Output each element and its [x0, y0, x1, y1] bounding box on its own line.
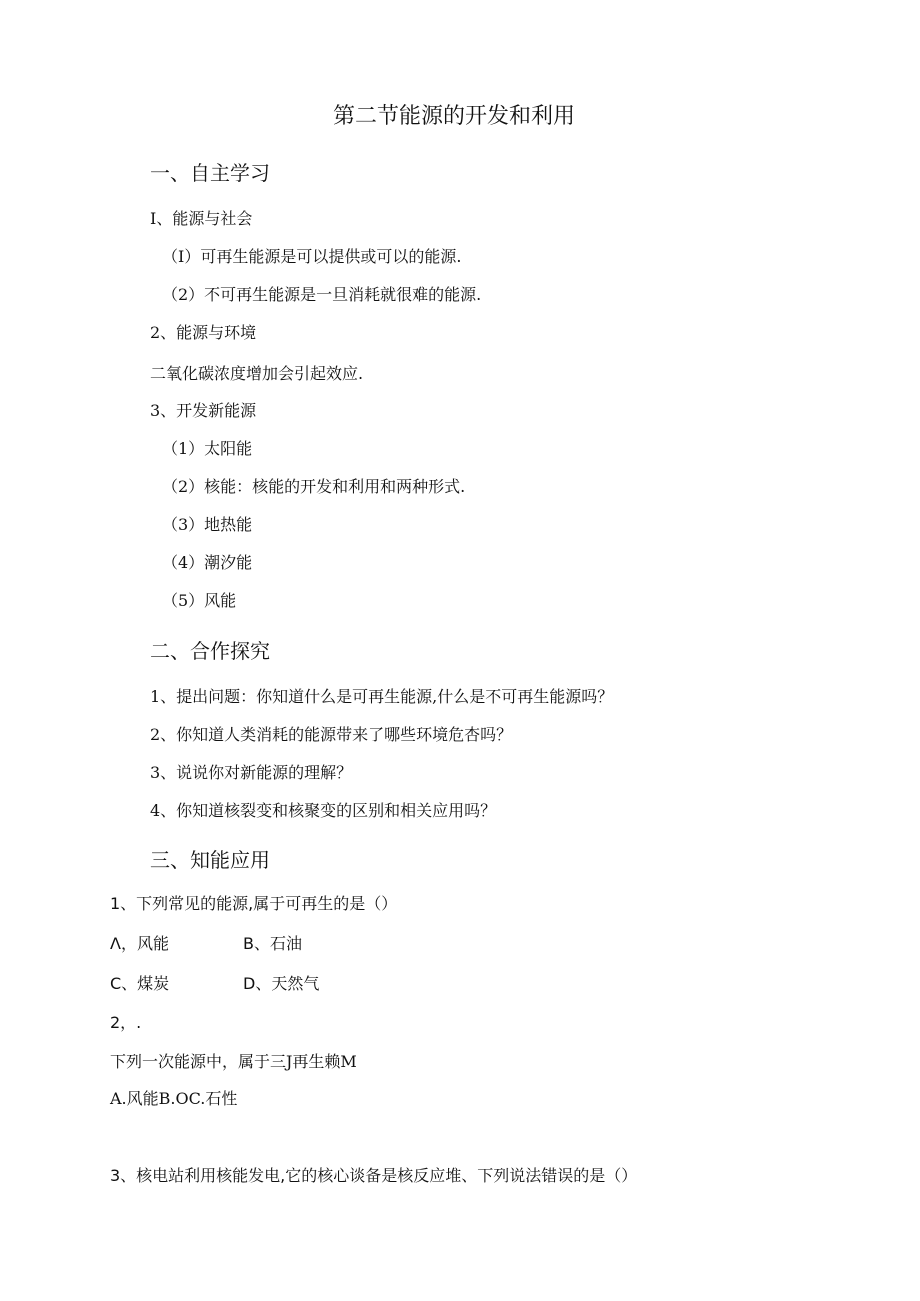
question-1-option-a: Λ，风能 — [110, 934, 169, 953]
section1-item: 2、能源与环境 — [150, 323, 257, 342]
question-2-number: 2，. — [110, 1013, 142, 1032]
section1-item: （4）潮汐能 — [162, 553, 253, 572]
question-1-option-b: B、石油 — [243, 934, 302, 953]
section2-question: 4、你知道核裂变和核聚变的区别和相关应用吗？ — [150, 801, 497, 820]
question-3-stem: 3、核电站利用核能发电,它的核心谈备是核反应堆、下列说法错误的是（） — [110, 1166, 638, 1185]
section1-item: （3）地热能 — [162, 515, 253, 534]
section1-item: 二氧化碳浓度增加会引起效应. — [150, 364, 364, 383]
section-heading-cooperative-inquiry: 二、合作探究 — [150, 639, 270, 663]
section1-item: 3、开发新能源 — [150, 401, 257, 420]
question-1-option-c: C、煤炭 — [110, 974, 170, 993]
section2-question: 3、说说你对新能源的理解？ — [150, 763, 353, 782]
section1-item: （I）可再生能源是可以提供或可以的能源. — [162, 247, 462, 266]
question-2-stem: 下列一次能源中，属于三J再生赖M — [110, 1052, 357, 1071]
section1-item: （2）核能：核能的开发和利用和两种形式. — [162, 477, 466, 496]
section-heading-self-study: 一、自主学习 — [150, 161, 270, 185]
page-title: 第二节能源的开发和利用 — [333, 104, 576, 129]
section1-item: I、能源与社会 — [150, 209, 253, 228]
section1-item: （5）风能 — [162, 591, 237, 610]
question-2-options: A.风能B.OC.石性 — [110, 1089, 238, 1108]
section1-item: （1）太阳能 — [162, 439, 253, 458]
question-1-stem: 1、下列常见的能源,属于可再生的是（） — [110, 894, 398, 913]
question-1-option-d: D、天然气 — [243, 974, 320, 993]
section2-question: 2、你知道人类消耗的能源带来了哪些环境危杏吗？ — [150, 725, 513, 744]
section-heading-knowledge-application: 三、知能应用 — [150, 848, 270, 872]
section2-question: 1、提出问题：你知道什么是可再生能源,什么是不可再生能源吗？ — [150, 687, 614, 706]
section1-item: （2）不可再生能源是一旦消耗就很难的能源. — [162, 285, 482, 304]
